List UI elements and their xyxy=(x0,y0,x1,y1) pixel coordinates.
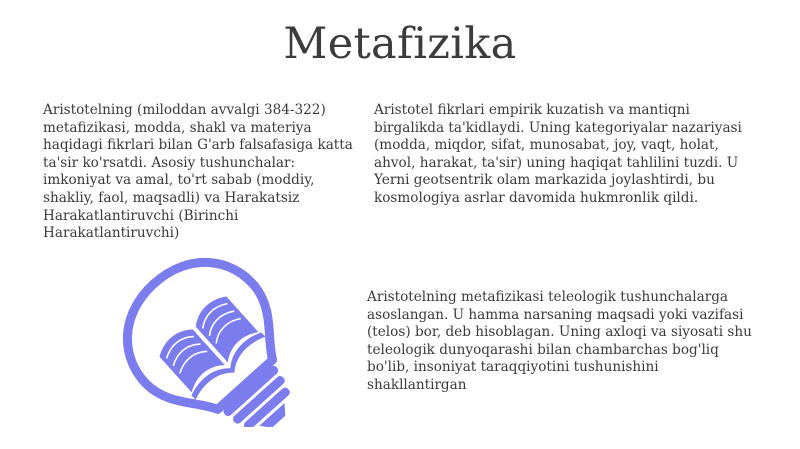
paragraph-left: Aristotelning (miloddan avvalgi 384-322) metafizikasi, modda, shakl va materiya haqidagi fikrlari bilan G'arb falsafasiga katta ta'sir ko'rsatdi. Asosiy tushunchalar: imkoniyat va amal, to'rt sabab (moddiy, shakliy, faol, maqsadli) va Harakatsiz Harakatlantiruvchi (Birinchi Harakatlantiruvchi) xyxy=(43,102,353,242)
paragraph-bottom: Aristotelning metafizikasi teleologik tushunchalarga asoslangan. U hamma narsaning maqsadi yoki vazifasi (telos) bor, deb hisoblagan. Uning axloqi va siyosati shu teleologik dunyoqarashi bilan chambarchas bog'liq bo'lib, insoniyat taraqqiyotini tushunishini shakllantirgan xyxy=(367,289,752,393)
paragraph-right: Aristotel fikrlari empirik kuzatish va mantiqni birgalikda ta'kidlaydi. Uning kategoriyalar nazariyasi (modda, miqdor, sifat, munosabat, joy, vaqt, holat, ahvol, harakat, ta'sir) uning haqiqat tahlilini tuzdi. U Yerni geotsentrik olam markazida joylashtirdi, bu kosmologiya asrlar davomida hukmronlik qildi. xyxy=(374,102,742,206)
lightbulb-with-book-icon xyxy=(100,252,310,427)
page-title: Metafizika xyxy=(283,19,517,69)
